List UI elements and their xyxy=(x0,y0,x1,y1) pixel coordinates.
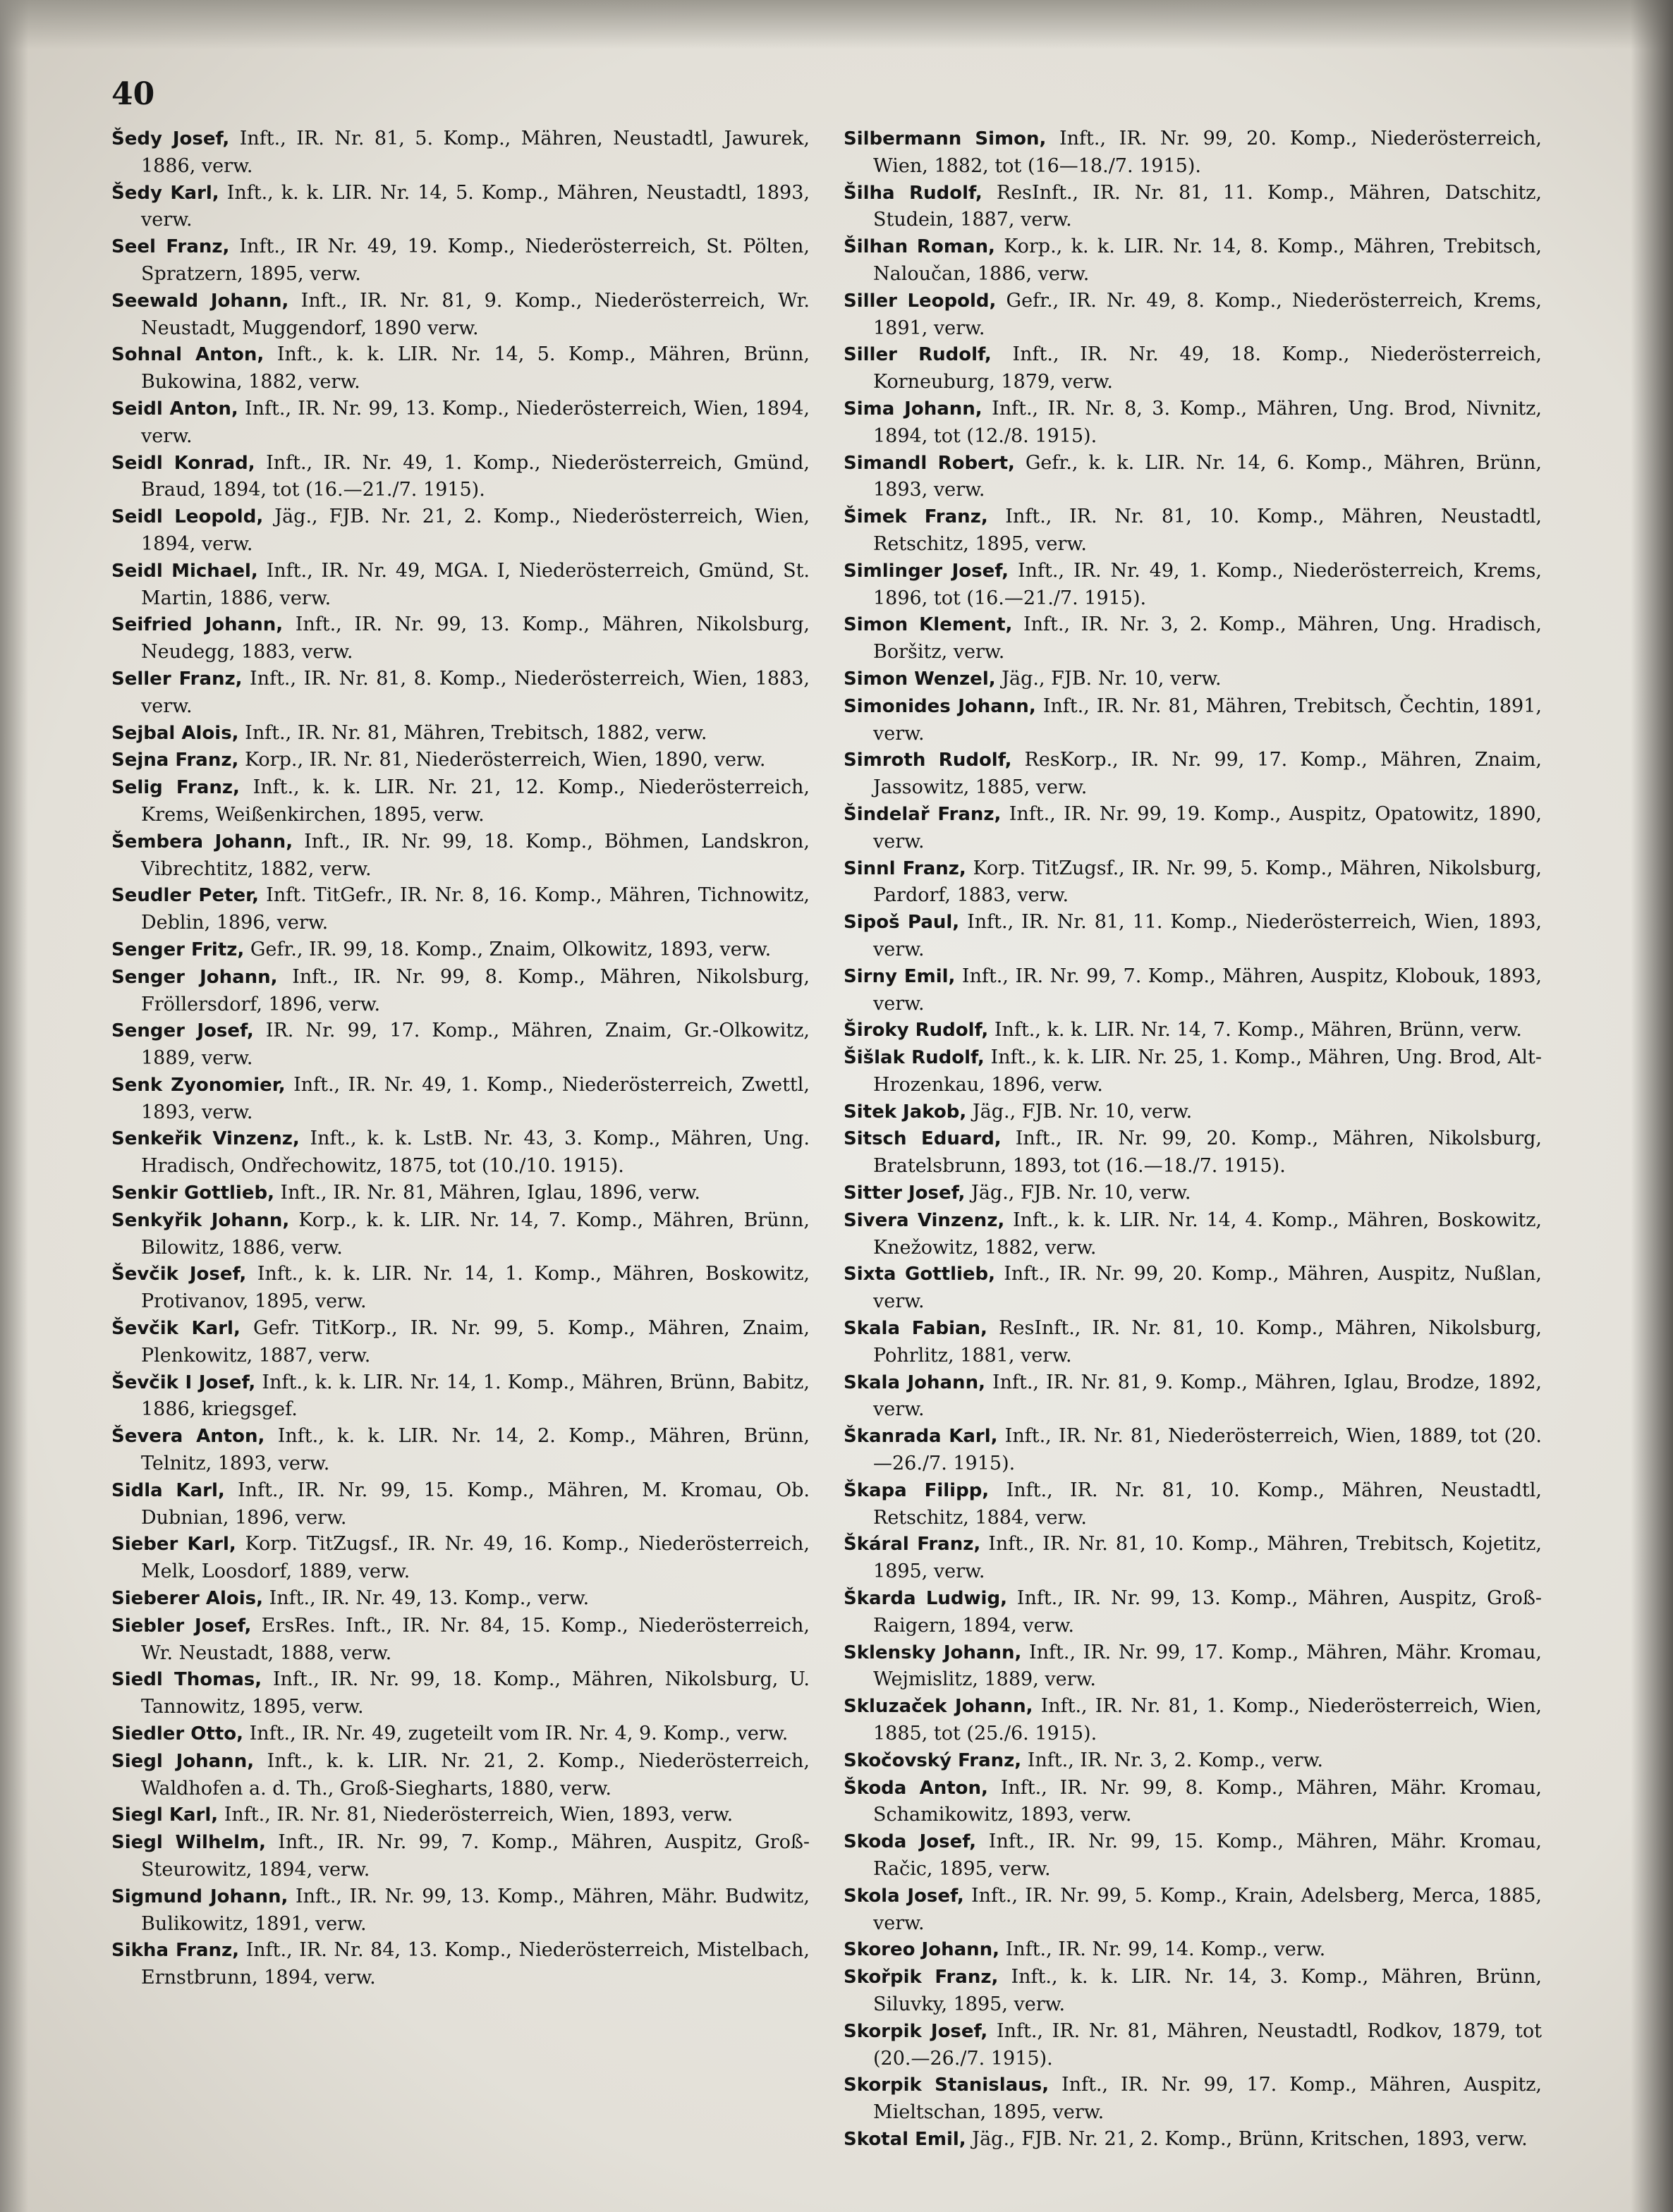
entry-name: Skorpik Stanislaus, xyxy=(844,2074,1050,2096)
roster-entry xyxy=(844,1964,1542,2018)
entry-name: Ševčik Karl, xyxy=(111,1318,241,1340)
roster-entry xyxy=(111,503,810,558)
entry-name: Simon Klement, xyxy=(844,614,1013,636)
roster-entry xyxy=(844,233,1542,288)
roster-entry xyxy=(844,1883,1542,1937)
entry-name: Seudler Peter, xyxy=(111,885,260,907)
entry-name: Senk Zyonomier, xyxy=(111,1074,286,1096)
roster-entry xyxy=(111,882,810,936)
roster-entry xyxy=(844,801,1542,855)
entry-name: Ševčik I Josef, xyxy=(111,1371,256,1393)
entry-details: Inft., IR. Nr. 8, 3. Komp., Mähren, Ung. Brod, Nivnitz, 1894, tot (12./8. 1915). xyxy=(873,397,1542,447)
entry-name: Ševčik Josef, xyxy=(111,1264,247,1285)
entry-details: Inft., IR. Nr. 99, 17. Komp., Mähren, Mähr. Kromau, Wejmislitz, 1889, verw. xyxy=(873,1641,1543,1691)
roster-entry xyxy=(844,693,1542,747)
entry-details: Inft., k. k. LIR. Nr. 14, 2. Komp., Mähren, Brünn, Telnitz, 1893, verw. xyxy=(141,1425,810,1475)
entry-details: Inft., IR. Nr. 81, Mähren, Trebitsch, 1882, verw. xyxy=(245,721,707,744)
entry-name: Sigmund Johann, xyxy=(111,1886,288,1907)
entry-details: Jäg., FJB. Nr. 21, 2. Komp., Niederösterreich, Wien, 1894, verw. xyxy=(141,506,810,555)
roster-entry xyxy=(111,964,810,1018)
roster-entry xyxy=(844,1099,1542,1126)
roster-entry xyxy=(111,1802,810,1829)
roster-entry xyxy=(111,288,810,342)
entry-name: Sipoš Paul, xyxy=(844,912,960,934)
entry-name: Skorpik Josef, xyxy=(844,2020,988,2042)
entry-name: Sklensky Johann, xyxy=(844,1642,1022,1663)
entry-name: Seifried Johann, xyxy=(111,614,284,636)
entry-details: Inft., IR. Nr. 99, 13. Komp., Mähren, Auspitz, Groß-Raigern, 1894, verw. xyxy=(873,1587,1542,1637)
entry-name: Skola Josef, xyxy=(844,1885,964,1907)
entry-name: Skočovský Franz, xyxy=(844,1749,1022,1771)
entry-name: Šedy Karl, xyxy=(111,182,219,204)
roster-entry xyxy=(844,1477,1542,1532)
entry-name: Šilha Rudolf, xyxy=(844,182,982,204)
entry-details: Inft., IR. Nr. 81, Mähren, Iglau, 1896, verw. xyxy=(280,1182,700,1204)
roster-entry xyxy=(111,936,810,964)
entry-name: Siedler Otto, xyxy=(111,1723,244,1745)
entry-name: Skoreo Johann, xyxy=(844,1939,1000,1961)
roster-entry xyxy=(844,1423,1542,1477)
entry-details: ResInft., IR. Nr. 81, 10. Komp., Mähren, Nikolsburg, Pohrlitz, 1881, verw. xyxy=(873,1317,1542,1367)
roster-entry xyxy=(844,1531,1542,1585)
entry-name: Seidl Anton, xyxy=(111,398,238,420)
entry-name: Sinnl Franz, xyxy=(844,857,966,879)
entry-name: Šimek Franz, xyxy=(844,506,988,528)
entry-details: Inft., IR. Nr. 49, 18. Komp., Niederösterreich, Korneuburg, 1879, verw. xyxy=(873,343,1542,393)
entry-details: Inft., IR. Nr. 49, 1. Komp., Niederösterreich, Gmünd, Braud, 1894, tot (16.—21./7. 1915). xyxy=(141,451,810,501)
roster-entry xyxy=(111,1072,810,1126)
roster-entry xyxy=(844,1828,1542,1883)
entry-name: Siegl Karl, xyxy=(111,1804,219,1826)
entry-details: Inft., k. k. LIR. Nr. 14, 1. Komp., Mähren, Brünn, Babitz, 1886, kriegsgef. xyxy=(141,1371,810,1421)
entry-details: Inft., IR. Nr. 81, 10. Komp., Mähren, Neustadtl, Retschitz, 1884, verw. xyxy=(873,1479,1542,1529)
entry-details: Inft., IR. Nr. 99, 13. Komp., Mähren, Mähr. Budwitz, Bulikowitz, 1891, verw. xyxy=(141,1885,810,1935)
entry-name: Senger Josef, xyxy=(111,1020,254,1042)
entry-details: Inft., IR. Nr. 49, zugeteilt vom IR. Nr. 4, 9. Komp., verw. xyxy=(249,1723,789,1745)
entry-details: Inft., IR. Nr. 81, 5. Komp., Mähren, Neustadtl, Jawurek, 1886, verw. xyxy=(141,128,810,177)
roster-entry xyxy=(111,1125,810,1180)
roster-entry xyxy=(844,963,1542,1018)
entry-name: Sima Johann, xyxy=(844,398,982,420)
roster-entry xyxy=(111,829,810,883)
roster-entry xyxy=(844,1180,1542,1207)
entry-name: Skoda Josef, xyxy=(844,1831,976,1853)
roster-entry xyxy=(111,1180,810,1207)
entry-name: Šembera Johann, xyxy=(111,831,293,853)
roster-entry xyxy=(844,909,1542,963)
entry-name: Seewald Johann, xyxy=(111,290,289,312)
roster-entry xyxy=(844,2072,1542,2126)
entry-details: Inft., IR. Nr. 81, Niederösterreich, Wien, 1889, tot (20.—26./7. 1915). xyxy=(873,1425,1543,1475)
entry-name: Šindelař Franz, xyxy=(844,803,1002,825)
roster-entry xyxy=(844,1747,1542,1775)
roster-entry xyxy=(111,341,810,396)
roster-entry xyxy=(111,1748,810,1802)
entry-details: Inft., IR. Nr. 81, 9. Komp., Niederösterreich, Wr. Neustadt, Muggendorf, 1890 verw. xyxy=(141,289,810,339)
entry-name: Sieberer Alois, xyxy=(111,1588,264,1610)
roster-entry xyxy=(844,396,1542,450)
entry-details: Inft., IR. Nr. 81, Mähren, Neustadtl, Rodkov, 1879, tot (20.—26./7. 1915). xyxy=(873,2019,1542,2070)
roster-entry xyxy=(111,1207,810,1261)
entry-details: Inft., k. k. LIR. Nr. 21, 2. Komp., Niederösterreich, Waldhofen a. d. Th., Groß-Siegharts, 1880, verw. xyxy=(141,1749,810,1799)
scan-shadow-top xyxy=(0,0,1673,49)
entry-details: Inft., IR. Nr. 81, 1. Komp., Niederösterreich, Wien, 1885, tot (25./6. 1915). xyxy=(873,1695,1542,1745)
roster-entry xyxy=(111,1261,810,1315)
entry-details: Inft., IR. Nr. 81, Mähren, Trebitsch, Čechtin, 1891, verw. xyxy=(873,695,1542,745)
roster-entry xyxy=(844,180,1542,234)
entry-name: Sieber Karl, xyxy=(111,1534,236,1556)
entry-name: Sitsch Eduard, xyxy=(844,1128,1002,1150)
entry-details: IR. Nr. 99, 17. Komp., Mähren, Znaim, Gr.-Olkowitz, 1889, verw. xyxy=(141,1020,810,1070)
entry-name: Šišlak Rudolf, xyxy=(844,1047,985,1069)
entry-name: Simonides Johann, xyxy=(844,695,1036,717)
roster-entry xyxy=(844,288,1542,342)
roster-entry xyxy=(844,1207,1542,1261)
entry-name: Sivera Vinzenz, xyxy=(844,1209,1005,1231)
roster-entry xyxy=(844,2126,1542,2153)
roster-entry xyxy=(844,1693,1542,1747)
roster-entry xyxy=(111,720,810,747)
entry-name: Senkyřik Johann, xyxy=(111,1209,290,1231)
entry-name: Siller Leopold, xyxy=(844,290,997,312)
roster-entry xyxy=(111,1829,810,1883)
entry-details: Jäg., FJB. Nr. 21, 2. Komp., Brünn, Kritschen, 1893, verw. xyxy=(972,2127,1528,2150)
entry-details: Inft., IR. Nr. 99, 13. Komp., Niederösterreich, Wien, 1894, verw. xyxy=(141,397,810,447)
roster-entry xyxy=(844,558,1542,612)
roster-entry xyxy=(111,180,810,234)
entry-details: ResKorp., IR. Nr. 99, 17. Komp., Mähren, Znaim, Jassowitz, 1885, verw. xyxy=(873,749,1542,799)
entry-name: Škáral Franz, xyxy=(844,1534,981,1556)
entry-name: Sixta Gottlieb, xyxy=(844,1264,996,1285)
roster-entry xyxy=(844,611,1542,666)
entry-details: ErsRes. Inft., IR. Nr. 84, 15. Komp., Niederösterreich, Wr. Neustadt, 1888, verw. xyxy=(141,1614,810,1664)
roster-entry xyxy=(844,1369,1542,1424)
entry-details: Inft., IR. Nr. 81, 8. Komp., Niederösterreich, Wien, 1883, verw. xyxy=(141,667,810,717)
entry-details: Inft., IR. Nr. 84, 13. Komp., Niederösterreich, Mistelbach, Ernstbrunn, 1894, verw. xyxy=(141,1939,810,1989)
entry-details: Gefr., IR. Nr. 49, 8. Komp., Niederösterreich, Krems, 1891, verw. xyxy=(873,289,1542,339)
entry-name: Selig Franz, xyxy=(111,777,240,799)
entry-details: Gefr. TitKorp., IR. Nr. 99, 5. Komp., Mähren, Znaim, Plenkowitz, 1887, verw. xyxy=(141,1317,810,1367)
entry-name: Škarda Ludwig, xyxy=(844,1588,1007,1610)
entry-details: Inft., IR. Nr. 99, 17. Komp., Mähren, Auspitz, Mieltschan, 1895, verw. xyxy=(873,2074,1542,2124)
entry-details: Inft., IR. Nr. 81, 9. Komp., Mähren, Iglau, Brodze, 1892, verw. xyxy=(873,1371,1542,1421)
entry-details: Korp., k. k. LIR. Nr. 14, 7. Komp., Mähren, Brünn, Bilowitz, 1886, verw. xyxy=(141,1209,810,1259)
entry-details: Jäg., FJB. Nr. 10, verw. xyxy=(971,1182,1191,1204)
entry-name: Simroth Rudolf, xyxy=(844,750,1012,771)
entry-details: Inft., IR. Nr. 99, 8. Komp., Mähren, Mähr. Kromau, Schamikowitz, 1893, verw. xyxy=(873,1776,1542,1826)
entry-details: Inft., IR Nr. 49, 19. Komp., Niederösterreich, St. Pölten, Spratzern, 1895, verw. xyxy=(141,236,810,285)
entry-details: Inft., IR. Nr. 99, 18. Komp., Mähren, Nikolsburg, U. Tannowitz, 1895, verw. xyxy=(141,1668,810,1718)
entry-details: Inft., IR. Nr. 99, 14. Komp., verw. xyxy=(1005,1938,1326,1961)
roster-entry xyxy=(111,1018,810,1072)
entry-details: Inft., IR. Nr. 99, 20. Komp., Niederösterreich, Wien, 1882, tot (16—18./7. 1915). xyxy=(873,128,1542,177)
entry-details: Gefr., k. k. LIR. Nr. 14, 6. Komp., Mähren, Brünn, 1893, verw. xyxy=(873,451,1542,501)
entry-name: Siebler Josef, xyxy=(111,1615,252,1637)
entry-name: Simlinger Josef, xyxy=(844,560,1009,582)
entry-details: Korp. TitZugsf., IR. Nr. 49, 16. Komp., Niederösterreich, Melk, Loosdorf, 1889, verw. xyxy=(141,1533,810,1583)
roster-entry xyxy=(844,450,1542,504)
entry-name: Skala Fabian, xyxy=(844,1318,987,1340)
roster-entry xyxy=(844,2018,1542,2072)
roster-entry xyxy=(111,233,810,288)
entry-details: Inft., IR. Nr. 49, 1. Komp., Niederösterreich, Krems, 1896, tot (16.—21./7. 1915). xyxy=(873,559,1542,609)
entry-name: Skala Johann, xyxy=(844,1371,985,1393)
entry-name: Sohnal Anton, xyxy=(111,344,264,366)
roster-entry xyxy=(844,1261,1542,1315)
entry-name: Simon Wenzel, xyxy=(844,668,996,690)
entry-details: Inft., IR. Nr. 99, 15. Komp., Mähren, Mähr. Kromau, Račic, 1895, verw. xyxy=(873,1831,1542,1880)
entry-details: Inft., k. k. LIR. Nr. 14, 5. Komp., Mähren, Brünn, Bukowina, 1882, verw. xyxy=(141,343,810,393)
roster-entry xyxy=(844,1639,1542,1694)
roster-entry xyxy=(844,1775,1542,1829)
entry-name: Seidl Leopold, xyxy=(111,506,264,528)
entry-details: Inft., IR. Nr. 99, 20. Komp., Mähren, Nikolsburg, Bratelsbrunn, 1893, tot (16.—18./7. 1915). xyxy=(873,1128,1542,1178)
right-column xyxy=(844,126,1542,2153)
entry-details: Inft., IR. Nr. 81, 11. Komp., Niederösterreich, Wien, 1893, verw. xyxy=(873,911,1542,960)
entry-name: Sitter Josef, xyxy=(844,1183,966,1204)
roster-entry xyxy=(844,855,1542,910)
roster-entry xyxy=(844,666,1542,693)
roster-entry xyxy=(111,1883,810,1938)
scan-shadow-left xyxy=(0,0,28,2212)
scan-shadow-right xyxy=(1631,0,1673,2212)
roster-entry xyxy=(844,1936,1542,1964)
roster-entry xyxy=(111,1585,810,1613)
roster-entry xyxy=(111,1613,810,1667)
entry-details: Inft., IR. Nr. 99, 7. Komp., Mähren, Auspitz, Groß-Steurowitz, 1894, verw. xyxy=(141,1831,810,1881)
entry-details: Korp. TitZugsf., IR. Nr. 99, 5. Komp., Mähren, Nikolsburg, Pardorf, 1883, verw. xyxy=(873,857,1543,907)
roster-entry xyxy=(111,1423,810,1477)
entry-name: Škoda Anton, xyxy=(844,1777,988,1799)
entry-details: Inft., IR. Nr. 81, 10. Komp., Mähren, Neustadtl, Retschitz, 1895, verw. xyxy=(873,506,1542,555)
roster-entry xyxy=(111,396,810,450)
entry-details: Inft., k. k. LIR. Nr. 14, 7. Komp., Mähren, Brünn, verw. xyxy=(994,1019,1522,1041)
entry-details: Gefr., IR. 99, 18. Komp., Znaim, Olkowitz, 1893, verw. xyxy=(250,938,772,960)
roster-entry xyxy=(844,1044,1542,1099)
entry-name: Senkir Gottlieb, xyxy=(111,1183,274,1204)
roster-entry xyxy=(844,1585,1542,1639)
left-column xyxy=(111,126,810,1991)
entry-details: Inft. TitGefr., IR. Nr. 8, 16. Komp., Mähren, Tichnowitz, Deblin, 1896, verw. xyxy=(141,884,810,934)
roster-entry xyxy=(111,1531,810,1585)
roster-entry xyxy=(111,747,810,774)
entry-name: Sejna Franz, xyxy=(111,750,239,771)
entry-details: Inft., k. k. LIR. Nr. 25, 1. Komp., Mähren, Ung. Brod, Alt-Hrozenkau, 1896, verw. xyxy=(873,1046,1542,1096)
entry-details: Inft., IR. Nr. 49, MGA. I, Niederösterreich, Gmünd, St. Martin, 1886, verw. xyxy=(141,559,810,609)
roster-entry xyxy=(111,774,810,829)
entry-details: Inft., IR. Nr. 99, 5. Komp., Krain, Adelsberg, Merca, 1885, verw. xyxy=(873,1884,1542,1934)
entry-name: Sirny Emil, xyxy=(844,965,956,987)
entry-details: Korp., IR. Nr. 81, Niederösterreich, Wien, 1890, verw. xyxy=(244,749,766,771)
roster-entry xyxy=(111,1721,810,1748)
roster-entry xyxy=(844,747,1542,801)
entry-name: Siller Rudolf, xyxy=(844,344,992,366)
entry-name: Sikha Franz, xyxy=(111,1940,240,1962)
entry-details: Inft., IR. Nr. 99, 20. Komp., Mähren, Auspitz, Nußlan, verw. xyxy=(873,1263,1542,1313)
entry-name: Škanrada Karl, xyxy=(844,1426,998,1448)
entry-details: Inft., IR. Nr. 49, 13. Komp., verw. xyxy=(269,1587,590,1610)
entry-details: Korp., k. k. LIR. Nr. 14, 8. Komp., Mähren, Trebitsch, Naloučan, 1886, verw. xyxy=(873,236,1542,285)
roster-entry xyxy=(111,1937,810,1991)
entry-details: Inft., IR. Nr. 3, 2. Komp., Mähren, Ung. Hradisch, Boršitz, verw. xyxy=(873,613,1543,664)
roster-entry xyxy=(111,1369,810,1424)
entry-name: Sidla Karl, xyxy=(111,1479,225,1501)
entry-details: Inft., IR. Nr. 99, 7. Komp., Mähren, Auspitz, Klobouk, 1893, verw. xyxy=(873,965,1542,1015)
entry-name: Silbermann Simon, xyxy=(844,128,1047,149)
entry-name: Skořpik Franz, xyxy=(844,1967,999,1988)
entry-details: Inft., IR. Nr. 99, 18. Komp., Böhmen, Landskron, Vibrechtitz, 1882, verw. xyxy=(141,830,810,880)
entry-details: Inft., k. k. LIR. Nr. 14, 3. Komp., Mähren, Brünn, Siluvky, 1895, verw. xyxy=(873,1966,1542,2015)
entry-name: Šilhan Roman, xyxy=(844,236,995,258)
roster-entry xyxy=(844,503,1542,558)
entry-name: Seller Franz, xyxy=(111,668,243,690)
roster-entry xyxy=(111,666,810,720)
entry-name: Senger Johann, xyxy=(111,966,278,988)
entry-details: Inft., IR. Nr. 99, 15. Komp., Mähren, M. Kromau, Ob. Dubnian, 1896, verw. xyxy=(141,1479,810,1529)
entry-name: Skotal Emil, xyxy=(844,2128,966,2150)
entry-details: Inft., IR. Nr. 99, 8. Komp., Mähren, Nikolsburg, Fröllersdorf, 1896, verw. xyxy=(141,965,810,1015)
entry-name: Široky Rudolf, xyxy=(844,1020,989,1041)
roster-entry xyxy=(844,1017,1542,1044)
entry-name: Seel Franz, xyxy=(111,236,230,258)
entry-name: Siegl Johann, xyxy=(111,1750,255,1772)
entry-name: Ševera Anton, xyxy=(111,1426,265,1448)
entry-name: Simandl Robert, xyxy=(844,452,1015,474)
entry-name: Siegl Wilhelm, xyxy=(111,1832,266,1854)
entry-details: Inft., IR. Nr. 81, Niederösterreich, Wien, 1893, verw. xyxy=(224,1804,734,1826)
roster-entry xyxy=(111,611,810,666)
entry-name: Senger Fritz, xyxy=(111,939,245,960)
entry-name: Škapa Filipp, xyxy=(844,1479,990,1501)
entry-details: Inft., IR. Nr. 99, 19. Komp., Auspitz, Opatowitz, 1890, verw. xyxy=(873,802,1542,853)
roster-entry xyxy=(111,558,810,612)
entry-details: Inft., k. k. LIR. Nr. 14, 4. Komp., Mähren, Boskowitz, Knežowitz, 1882, verw. xyxy=(873,1209,1542,1259)
entry-details: Inft., k. k. LstB. Nr. 43, 3. Komp., Mähren, Ung. Hradisch, Ondřechowitz, 1875, tot (10./10. 1915). xyxy=(141,1128,810,1178)
page-number: 40 xyxy=(111,76,155,112)
entry-details: Inft., IR. Nr. 3, 2. Komp., verw. xyxy=(1027,1749,1323,1771)
entry-details: Inft., k. k. LIR. Nr. 21, 12. Komp., Niederösterreich, Krems, Weißenkirchen, 1895, verw. xyxy=(141,776,810,826)
entry-details: Inft., IR. Nr. 99, 13. Komp., Mähren, Nikolsburg, Neudegg, 1883, verw. xyxy=(141,613,810,664)
entry-name: Seidl Michael, xyxy=(111,560,258,582)
roster-entry xyxy=(111,126,810,180)
roster-entry xyxy=(844,341,1542,396)
entry-name: Šedy Josef, xyxy=(111,128,230,149)
entry-name: Senkeřik Vinzenz, xyxy=(111,1128,300,1150)
entry-details: Inft., IR. Nr. 49, 1. Komp., Niederösterreich, Zwettl, 1893, verw. xyxy=(141,1073,810,1123)
roster-entry xyxy=(844,1125,1542,1180)
entry-details: Inft., k. k. LIR. Nr. 14, 1. Komp., Mähren, Boskowitz, Protivanov, 1895, verw. xyxy=(141,1263,810,1313)
entry-name: Siedl Thomas, xyxy=(111,1669,262,1691)
roster-entry xyxy=(111,1666,810,1721)
entry-details: Jäg., FJB. Nr. 10, verw. xyxy=(972,1100,1193,1123)
entry-details: Inft., IR. Nr. 81, 10. Komp., Mähren, Trebitsch, Kojetitz, 1895, verw. xyxy=(873,1533,1542,1583)
entry-name: Seidl Konrad, xyxy=(111,452,255,474)
roster-entry xyxy=(111,1477,810,1532)
roster-entry xyxy=(111,450,810,504)
entry-details: Jäg., FJB. Nr. 10, verw. xyxy=(1002,667,1222,690)
entry-name: Sitek Jakob, xyxy=(844,1101,967,1123)
entry-details: ResInft., IR. Nr. 81, 11. Komp., Mähren, Datschitz, Studein, 1887, verw. xyxy=(873,181,1542,231)
entry-name: Sejbal Alois, xyxy=(111,722,239,744)
roster-entry xyxy=(844,1315,1542,1369)
entry-name: Skluzaček Johann, xyxy=(844,1696,1033,1718)
roster-entry xyxy=(111,1315,810,1369)
entry-details: Inft., k. k. LIR. Nr. 14, 5. Komp., Mähren, Neustadtl, 1893, verw. xyxy=(141,181,810,231)
roster-entry xyxy=(844,126,1542,180)
